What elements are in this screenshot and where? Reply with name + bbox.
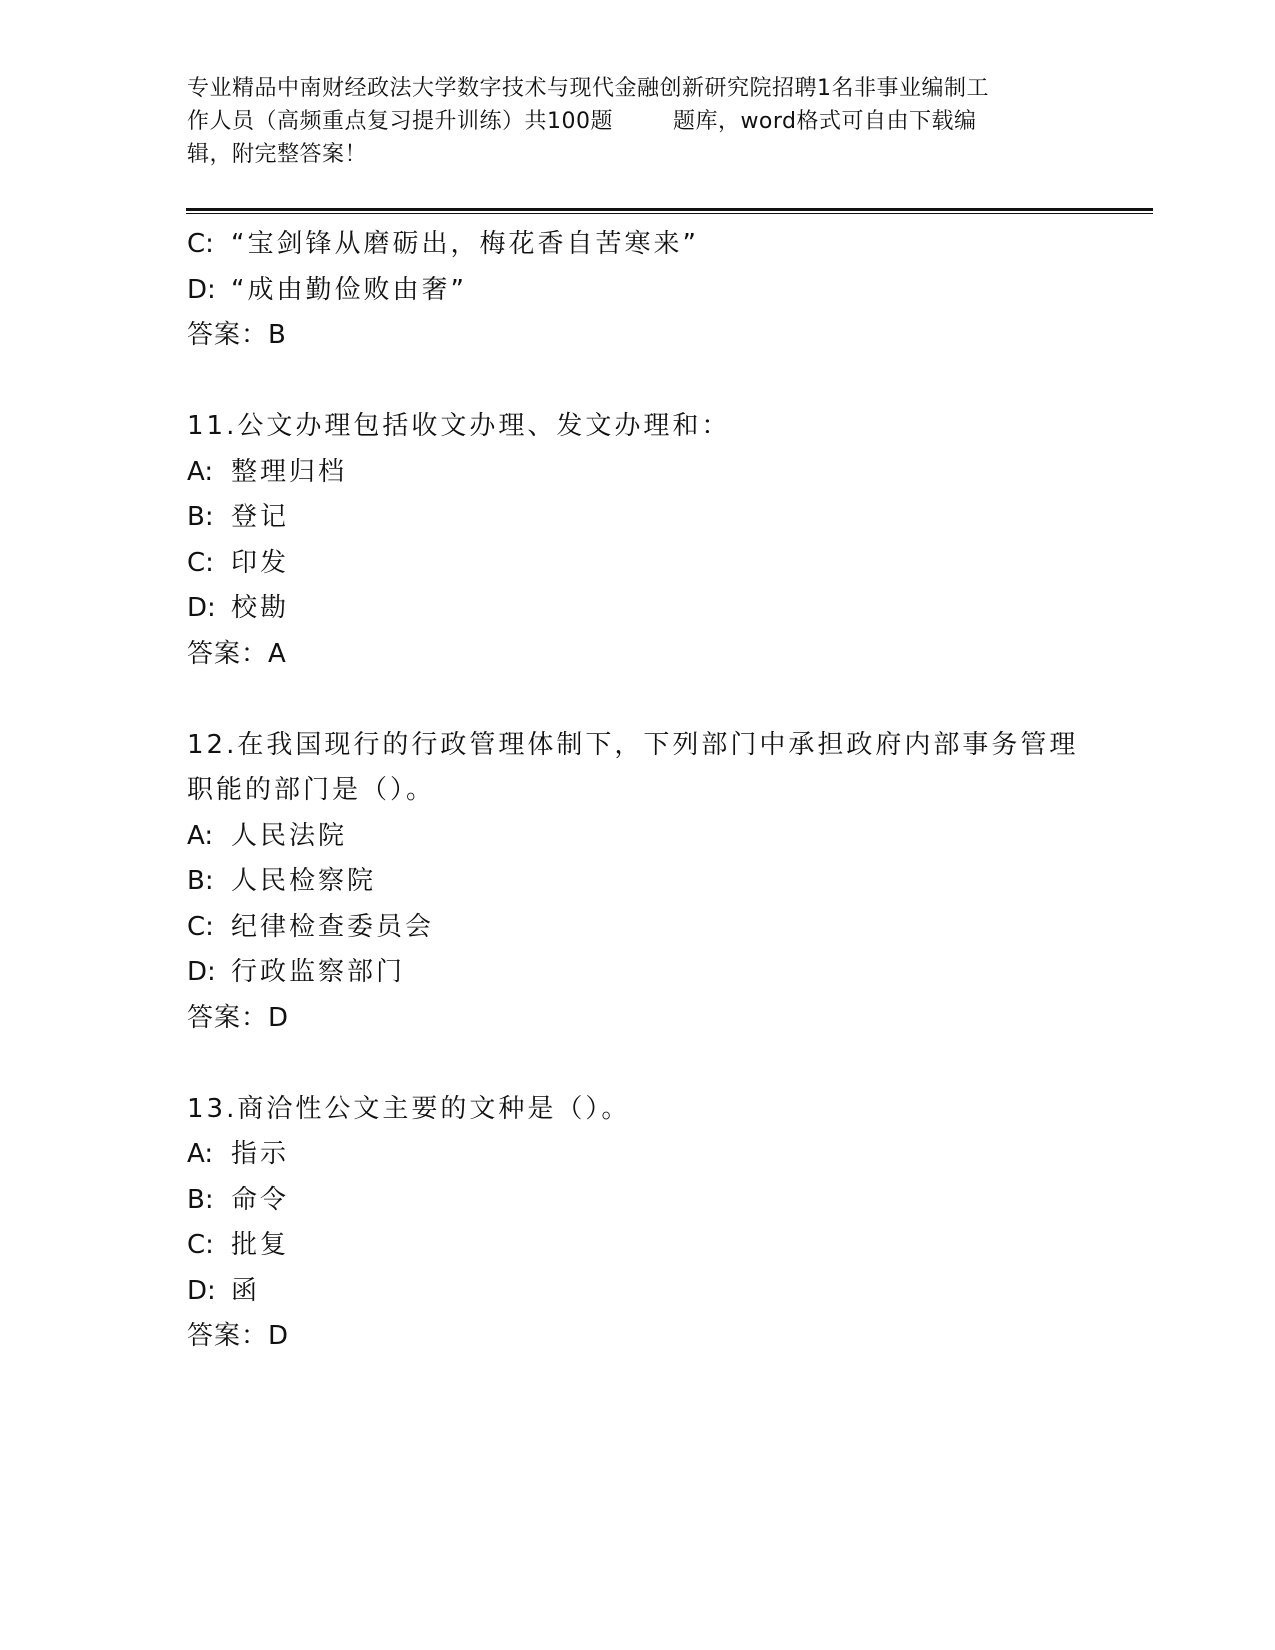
option-c <box>187 1223 1087 1269</box>
option-label: B: <box>187 866 214 896</box>
option-label: D: <box>187 1275 216 1306</box>
option-text: 校勘 <box>231 593 290 623</box>
question-13 <box>187 1087 1087 1360</box>
option-a <box>187 450 1087 496</box>
option-text: 登记 <box>231 502 290 532</box>
spacer <box>187 1041 1087 1087</box>
option-d <box>187 586 1087 632</box>
option-text: 批复 <box>231 1230 290 1260</box>
option-label: C: <box>187 229 214 259</box>
option-b <box>187 495 1087 541</box>
option-text: 人民法院 <box>231 820 348 851</box>
option-a <box>187 1132 1087 1178</box>
option-label: D: <box>187 957 216 987</box>
option-text: 指示 <box>231 1139 290 1169</box>
answer-line: 答案：A <box>187 638 287 669</box>
option-a <box>187 814 1087 860</box>
option-label: A: <box>187 1139 214 1169</box>
question-stem: 职能的部门是（）。 <box>187 775 436 805</box>
question-stem: 11.公文办理包括收文办理、发文办理和： <box>187 411 731 441</box>
option-text: 命令 <box>231 1184 290 1215</box>
option-d <box>187 268 1087 314</box>
option-d <box>187 1269 1087 1315</box>
option-d <box>187 950 1087 996</box>
option-text: 印发 <box>231 547 290 578</box>
answer-line: 答案：B <box>187 320 287 350</box>
option-label: B: <box>187 1184 214 1215</box>
question-11 <box>187 404 1087 677</box>
option-label: C: <box>187 547 214 578</box>
option-text: 函 <box>231 1275 261 1306</box>
document-header <box>187 72 1087 171</box>
option-label: B: <box>187 502 214 532</box>
option-text: 人民检察院 <box>231 866 377 896</box>
header-line: 专业精品中南财经政法大学数字技术与现代金融创新研究院招聘1名非事业编制工 <box>187 76 989 101</box>
spacer <box>187 359 1087 405</box>
option-text: 整理归档 <box>231 456 348 487</box>
answer-line: 答案：D <box>187 1002 290 1033</box>
option-b <box>187 859 1087 905</box>
option-b <box>187 1178 1087 1224</box>
header-line: 辑，附完整答案！ <box>187 142 368 167</box>
question-stem: 13.商洽性公文主要的文种是（）。 <box>187 1093 631 1124</box>
option-label: D: <box>187 593 216 623</box>
option-text: “宝剑锋从磨砺出，梅花香自苦寒来” <box>231 229 699 259</box>
header-line: 作人员（高频重点复习提升训练）共100题 题库，word格式可自由下载编 <box>187 109 977 134</box>
option-c <box>187 222 1087 268</box>
question-12 <box>187 723 1087 1042</box>
question-continuation <box>187 222 1087 359</box>
option-text: 纪律检查委员会 <box>231 911 435 942</box>
answer-line: 答案：D <box>187 1321 290 1351</box>
spacer <box>187 677 1087 723</box>
option-label: C: <box>187 1230 214 1260</box>
option-text: “成由勤俭败由奢” <box>231 274 467 305</box>
option-c <box>187 905 1087 951</box>
option-c <box>187 541 1087 587</box>
option-label: C: <box>187 911 214 942</box>
header-divider <box>186 208 1153 214</box>
question-stem: 12.在我国现行的行政管理体制下，下列部门中承担政府内部事务管理 <box>187 729 1079 760</box>
option-label: A: <box>187 820 214 851</box>
option-label: A: <box>187 456 214 487</box>
question-list <box>187 222 1087 1360</box>
option-text: 行政监察部门 <box>231 957 406 987</box>
option-label: D: <box>187 274 216 305</box>
